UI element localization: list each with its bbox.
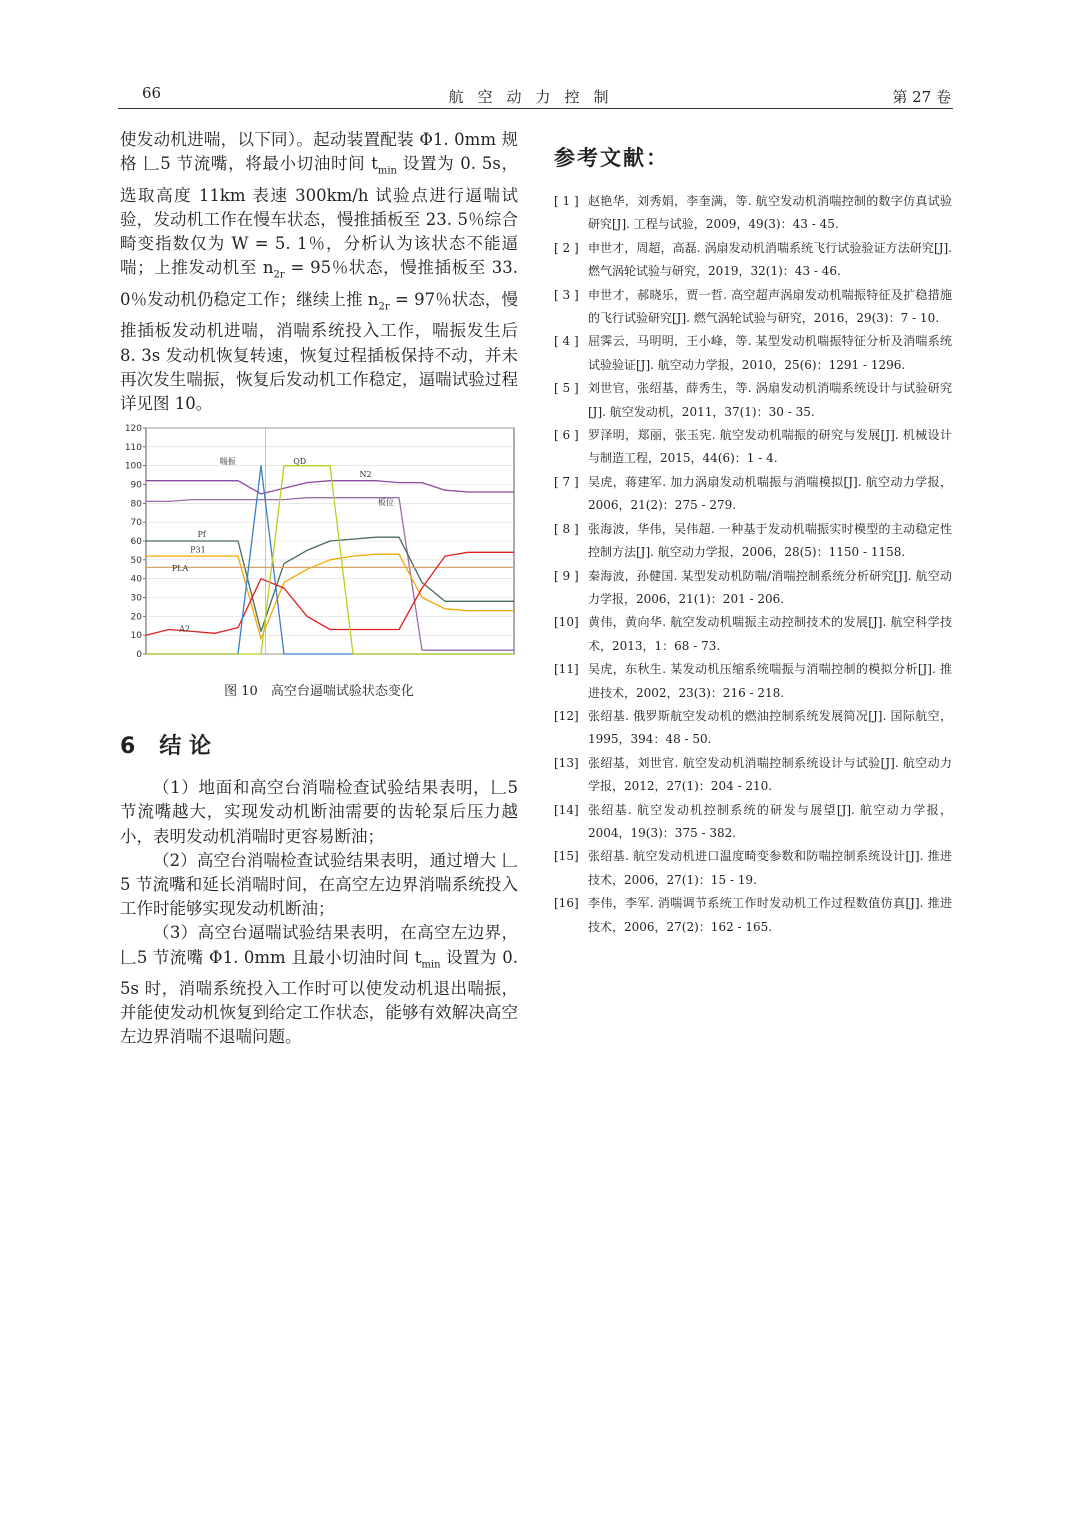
reference-item [554,752,952,799]
reference-number: [ 4 ] [554,334,579,349]
y-tick-label: 40 [130,574,142,585]
reference-text: 张绍基，刘世官. 航空发动机消喘控制系统设计与试验[J]. 航空动力学报，2012，27(1)：204 - 210. [588,755,952,794]
reference-text: 申世才，郝晓乐，贾一哲. 高空超声涡扇发动机喘振特征及扩稳措施的飞行试验研究[J]. 燃气涡轮试验与研究，2016，29(3)：7 - 10. [588,287,952,326]
reference-text: 张绍基. 俄罗斯航空发动机的燃油控制系统发展简况[J]. 国际航空，1995，394：48 - 50. [588,708,952,747]
reference-item [554,424,952,471]
y-tick-label: 110 [124,442,142,453]
reference-text: 李伟，李军. 消喘调节系统工作时发动机工作过程数值仿真[J]. 推进技术，2006，27(2)：162 - 165. [588,896,952,934]
y-tick-label: 20 [130,612,142,623]
page-number: 66 [142,84,162,102]
reference-number: [ 2 ] [554,240,579,255]
reference-number: [14] [554,802,579,817]
conclusion-2: （2）高空台消喘检查试验结果表明，通过增大 𠃊5 节流嘴和延长消喘时间，在高空左边界消喘系统投入工作时能够实现发动机断油； [120,850,518,919]
series-line-板位 [146,498,514,651]
series-label: PLA [171,564,189,574]
series-label: A2 [179,624,190,634]
series-label: QD [293,456,307,466]
reference-number: [11] [554,662,579,677]
reference-number: [ 5 ] [554,381,579,396]
reference-text: 秦海波，孙健国. 某型发动机防喘/消喘控制系统分析研究[J]. 航空动力学报，2006，21(1)：201 - 206. [588,568,952,606]
reference-text: 屈霁云，马明明，王小峰，等. 某型发动机喘振特征分析及消喘系统试验验证[J]. 航空动力学报，2010，25(6)：1291 - 1296. [588,334,952,372]
line-chart [120,422,518,672]
y-tick-label: 30 [130,593,142,604]
volume-label: 第 27 卷 [892,88,951,106]
y-tick-label: 50 [130,555,142,566]
reference-item [554,471,952,518]
series-label: P31 [190,545,206,555]
reference-item [554,377,952,424]
reference-item [554,237,952,284]
reference-text: 罗泽明，郑丽，张玉宪. 航空发动机喘振的研究与发展[J]. 机械设计与制造工程，2015，44(6)：1 - 4. [588,428,952,466]
reference-number: [12] [554,708,579,723]
y-tick-label: 70 [130,518,142,529]
reference-text: 赵艳华，刘秀娟，李奎满，等. 航空发动机消喘控制的数字仿真试验研究[J]. 工程与试验，2009，49(3)：43 - 45. [588,194,952,232]
reference-item [554,892,952,939]
reference-number: [13] [554,755,579,770]
section-heading [120,729,518,760]
reference-number: [ 9 ] [554,568,579,583]
reference-item [554,799,952,846]
reference-number: [ 7 ] [554,474,579,489]
series-label: 喘振 [219,456,236,466]
y-tick-label: 10 [130,631,142,642]
reference-list [554,190,952,939]
reference-text: 黄伟，黄向华. 航空发动机喘振主动控制技术的发展[J]. 航空科学技术，2013，1：68 - 73. [588,615,952,653]
reference-text: 张海波，华伟，吴伟超. 一种基于发动机喘振实时模型的主动稳定性控制方法[J]. 航空动力学报，2006，28(5)：1150 - 1158. [588,521,952,560]
reference-item [554,565,952,612]
reference-number: [ 1 ] [554,194,579,208]
section-title: 结 论 [159,734,211,760]
y-tick-label: 80 [130,499,142,510]
body-paragraph: 使发动机进喘，以下同）。起动装置配装 Φ1. 0mm 规格 𠃊5 节流嘴，将最小切油时间 $t_{min}$ 设置为 0. 5s，选取高度 11km 表速 300km/h 试验点进行逼喘试验，发动机工作在慢车状态，慢推插板至 23. 5％综合畸变指数仅为 W = 5. 1％，分析认为该状态不能逼喘；上推发动机至 $n_{2r} = 95$％状态，慢推插板至 33. 0％发动机仍稳定工作；继续上推 $n_{2r} = 97$％状态，慢推插板发动机进喘，消喘系统投入工作，喘振发生后 8. 3s 发动机恢复转速，恢复过程插板保持不动，并未再次发生喘振，恢复后发动机工作稳定，逼喘试验过程详见图 10。 [120,130,519,413]
reference-number: [ 3 ] [554,287,579,302]
reference-text: 张绍基. 航空发动机进口温度畸变参数和防喘控制系统设计[J]. 推进技术，2006，27(1)：15 - 19. [588,849,952,887]
series-label: 板位 [377,498,394,508]
references-column [554,142,952,939]
reference-item [554,705,952,752]
reference-item [554,190,952,237]
reference-text: 申世才，周超，高磊. 涡扇发动机消喘系统飞行试验验证方法研究[J]. 燃气涡轮试验与研究，2019，32(1)：43 - 46. [588,240,952,279]
series-label: N2 [359,470,372,480]
left-column [120,128,518,1050]
conclusion-3: （3）高空台逼喘试验结果表明，在高空左边界，𠃊5 节流嘴 Φ1. 0mm 且最小切油时间 $t_{min}$ 设置为 0. 5s 时，消喘系统投入工作时可以使发动机退出喘振，并能使发动机恢复到给定工作状态，能够有效解决高空左边界消喘不退喘问题。 [120,923,518,1047]
reference-item [554,284,952,331]
y-tick-label: 100 [124,461,142,472]
series-line-A2 [146,552,514,635]
reference-item [554,658,952,705]
reference-item [554,330,952,377]
reference-text: 刘世官，张绍基，薛秀生，等. 涡扇发动机消喘系统设计与试验研究[J]. 航空发动机，2011，37(1)：30 - 35. [588,381,952,419]
reference-number: [ 6 ] [554,428,579,443]
reference-item [554,845,952,892]
reference-number: [ 8 ] [554,521,579,536]
figure-caption: 图 10 高空台逼喘试验状态变化 [224,684,414,700]
section-number: 6 [120,734,136,760]
reference-number: [16] [554,896,579,911]
page-header [118,82,953,109]
reference-item [554,611,952,658]
journal-title: 航空动力控制 [448,88,623,106]
series-line-N2 [146,481,514,494]
series-label: Pf [197,530,206,540]
reference-item [554,518,952,565]
y-tick-label: 90 [130,480,142,491]
conclusion-1: （1）地面和高空台消喘检查试验结果表明，𠃊5 节流嘴越大，实现发动机断油需要的齿轮泵后压力越小，表明发动机消喘时更容易断油； [120,778,518,846]
reference-text: 吴虎，蒋建军. 加力涡扇发动机喘振与消喘模拟[J]. 航空动力学报，2006，21(2)：275 - 279. [588,474,952,513]
figure-10-chart [120,422,518,672]
y-tick-label: 0 [136,650,142,661]
y-tick-label: 60 [130,537,142,548]
reference-number: [10] [554,615,579,630]
y-tick-label: 120 [124,424,142,435]
references-title: 参考文献： [554,146,669,170]
reference-number: [15] [554,849,579,864]
reference-text: 张绍基. 航空发动机控制系统的研发与展望[J]. 航空动力学报，2004，19(3)：375 - 382. [588,802,952,840]
reference-text: 吴虎，东秋生. 某发动机压缩系统喘振与消喘控制的模拟分析[J]. 推进技术，2002，23(3)：216 - 218. [588,662,952,700]
